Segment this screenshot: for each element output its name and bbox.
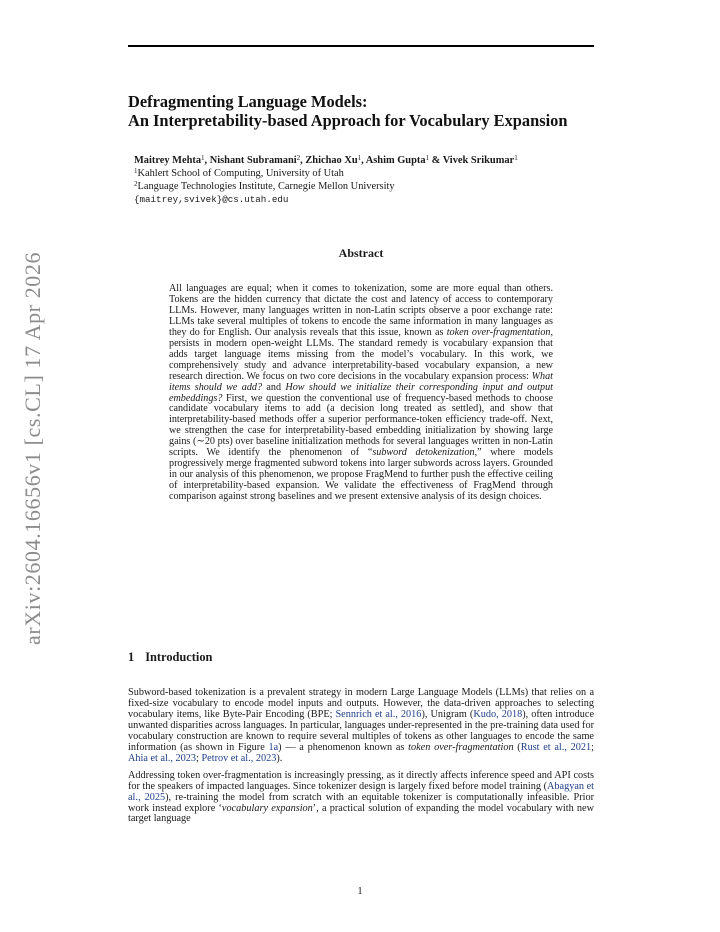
figure-reference-link[interactable]: 1a [268, 741, 279, 753]
affiliation-marker: 1 [201, 154, 205, 162]
author-name: Vivek Srikumar [442, 155, 515, 166]
citation-link[interactable]: Kudo, 2018 [473, 708, 523, 720]
affiliation-marker: 1 [514, 154, 518, 162]
affiliation-marker: 1 [425, 154, 430, 162]
author-name: Zhichao Xu [305, 155, 358, 166]
citation-link[interactable]: Ahia et al., 2023 [128, 752, 197, 764]
citation-link[interactable]: Petrov et al., 2023 [201, 752, 277, 764]
title-line-1: Defragmenting Language Models: [128, 92, 368, 111]
affiliation-marker: 2 [296, 154, 301, 162]
citation-link[interactable]: Abagyan et al., 2025 [128, 780, 594, 803]
author-names: Maitrey Mehta$^1$, Nishant Subramani$^2$, Zhichao Xu$^1$, Ashim Gupta$^1$ & Vivek Srikumar$^1$ [134, 154, 518, 166]
abstract-text: All languages are equal; when it comes to tokenization, some are more equal than others. Tokens are the hidden currency that dictate the cost and latency of access to contemporary LLMs. However, many languages written in non-Latin scripts observe a poor exchange rate: LLMs take several multiples of tokens to encode the same information in many languages as they do for English. Our analysis reveals that this issue, known as token over-fragmentation, persists in modern open-weight LLMs. The standard remedy is vocabulary expansion that adds target language items missing from the model’s vocabulary. In this work, we comprehensively study and advance interpretability-based vocabulary expansion, a new research direction. We focus on two core decisions in the vocabulary expansion process: What items should we add? and How should we initialize their corresponding input and output embeddings? First, we question the conventional use of frequency-based methods to choose candidate vocabulary items to add (a decision long treated as settled), and show that interpretability-based methods offer a superior performance-token efficiency trade-off. Next, we strengthen the case for interpretability-based embedding initialization by showing large gains (∼20 pts) over baseline initialization methods for several languages written in non-Latin scripts. We identify the phenomenon of “subword detokenization,” where models progressively merge fragmented subword tokens into larger subwords across layers. Grounded in our analysis of this phenomenon, we propose FragMend to further push the effective ceiling of interpretability-based expansion. We validate the effectiveness of FragMend through comparison against strong baselines and we present extensive analysis of its design choices. [169, 283, 553, 503]
author-email: {maitrey,svivek}@cs.utah.edu [134, 194, 289, 205]
paper-title [128, 92, 608, 130]
introduction-body [128, 688, 594, 831]
affiliation-1: $^1$Kahlert School of Computing, University of Utah [134, 167, 344, 179]
section-title: Introduction [145, 650, 213, 664]
author-block [134, 154, 604, 206]
arxiv-identifier: arXiv:2604.16656v1 [cs.CL] 17 Apr 2026 [20, 251, 45, 645]
author-name: Maitrey Mehta [134, 155, 202, 166]
section-heading-introduction [128, 650, 212, 665]
title-line-2: An Interpretability-based Approach for Vocabulary Expansion [128, 111, 568, 130]
author-name: Nishant Subramani [209, 155, 297, 166]
citation-link[interactable]: Sennrich et al., 2016 [335, 708, 422, 720]
citation-link[interactable]: Rust et al., 2021 [520, 741, 592, 753]
section-number: 1 [128, 650, 135, 664]
affiliation-marker: 1 [357, 154, 362, 162]
abstract-heading: Abstract [338, 246, 384, 260]
page-number: 1 [357, 886, 363, 897]
paragraph: Addressing token over-fragmentation is increasingly pressing, as it directly affects inference speed and API costs for the speakers of impacted languages. Since tokenizer design is largely fixed before model training (Abagyan et al., 2025), re-training the model from scratch with an equitable tokenizer is computationally infeasible. Prior work instead explore ‘vocabulary expansion’, a practical solution of expanding the model vocabulary with new target language [128, 769, 594, 825]
top-rule [128, 45, 594, 47]
author-name: Ashim Gupta [365, 155, 426, 166]
paragraph: Subword-based tokenization is a prevalent strategy in modern Large Language Models (LLMs) that relies on a fixed-size vocabulary to encode model inputs and outputs. However, the data-driven approaches to selecting vocabulary items, like Byte-Pair Encoding (BPE; Sennrich et al., 2016), Unigram (Kudo, 2018), often introduce unwanted disparities across languages. In particular, languages under-represented in the pre-training data used for vocabulary construction are known to require several multiples of tokens as other languages to encode the same information (as shown in Figure 1a) — a phenomenon known as token over-fragmentation (Rust et al., 2021; Ahia et al., 2023; Petrov et al., 2023). [128, 687, 595, 764]
affiliation-2: $^2$Language Technologies Institute, Carnegie Mellon University [134, 180, 395, 192]
